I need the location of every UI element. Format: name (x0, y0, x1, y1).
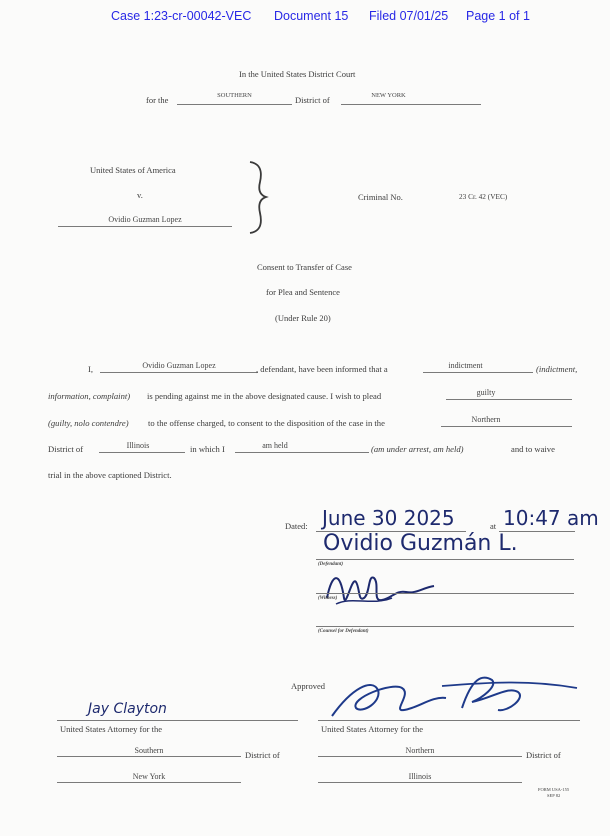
for-the-label: for the (146, 95, 169, 105)
consent-defendant-name: Ovidio Guzman Lopez (142, 361, 216, 370)
custody-options: (am under arrest, am held) (371, 444, 464, 454)
consent-text-2: is pending against me in the above designated cause. I wish to plead (147, 391, 382, 401)
approved-label: Approved (291, 681, 325, 691)
us-attorney-signature-left: Jay Clayton (88, 701, 167, 717)
plaintiff-name: United States of America (90, 165, 176, 175)
transfer-district: Northern (471, 415, 501, 424)
title-line-2: for Plea and Sentence (266, 287, 340, 297)
district-of-text: District of (48, 444, 84, 454)
charge-options-2: information, complaint) (48, 391, 131, 401)
criminal-no-label: Criminal No. (358, 192, 403, 202)
form-number: FORM USA-155 (538, 787, 570, 792)
right-district-of: District of (526, 750, 561, 760)
right-state: Illinois (408, 772, 432, 781)
consent-i: I, (88, 364, 94, 374)
handwritten-time: 10:47 am (503, 506, 599, 530)
criminal-number: 23 Cr. 42 (VEC) (459, 192, 508, 201)
charge-type: indictment (448, 361, 483, 370)
district-value: SOUTHERN (217, 92, 252, 99)
form-date: SEP 82 (547, 793, 561, 798)
counsel-label: (Counsel for Defendant) (318, 629, 369, 634)
consent-text-3: to the offense charged, to consent to the disposition of the case in the (148, 418, 385, 428)
caption-brace (246, 160, 270, 235)
plea-value: guilty (476, 388, 496, 397)
court-title: In the United States District Court (239, 69, 356, 79)
witness-signature (322, 568, 442, 610)
title-line-3: (Under Rule 20) (275, 313, 331, 323)
transfer-state: Illinois (126, 441, 150, 450)
consent-text-1: , defendant, have been informed that a (256, 364, 388, 374)
witness-label: (Witness) (318, 596, 338, 601)
caption-defendant: Ovidio Guzman Lopez (108, 215, 182, 224)
us-attorney-signature-right (322, 668, 582, 724)
defendant-label: (Defendant) (318, 562, 343, 567)
case-number: Case 1:23-cr-00042-VEC (111, 9, 252, 23)
plea-options: (guilty, nolo contendre) (48, 418, 129, 428)
charge-options: (indictment, (536, 364, 578, 374)
document-number: Document 15 (274, 9, 349, 23)
page-number: Page 1 of 1 (466, 9, 530, 23)
left-district: Southern (134, 746, 164, 755)
handwritten-date: June 30 2025 (322, 506, 455, 530)
left-attorney-title: United States Attorney for the (60, 724, 162, 734)
right-attorney-title: United States Attorney for the (321, 724, 423, 734)
at-label: at (490, 521, 497, 531)
defendant-signature: Ovidio Guzmán L. (323, 531, 518, 556)
versus-label: v. (137, 190, 143, 200)
custody-status: am held (262, 441, 288, 450)
consent-text-4: in which I (190, 444, 225, 454)
consent-text-4-end: and to waive (511, 444, 555, 454)
district-of-label: District of (295, 95, 330, 105)
right-district: Northern (405, 746, 435, 755)
filed-date: Filed 07/01/25 (369, 9, 449, 23)
left-district-of: District of (245, 750, 280, 760)
left-state: New York (132, 772, 166, 781)
state-value: NEW YORK (371, 92, 406, 99)
title-line-1: Consent to Transfer of Case (257, 262, 352, 272)
consent-text-5: trial in the above captioned District. (48, 470, 172, 480)
dated-label: Dated: (285, 521, 308, 531)
